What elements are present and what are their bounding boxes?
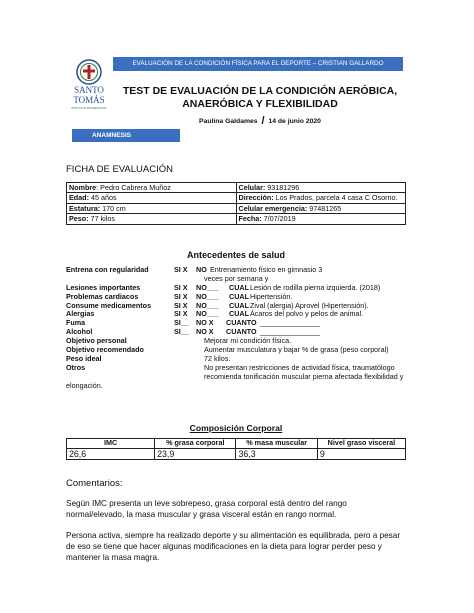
header-grasa: % grasa corporal xyxy=(155,439,236,449)
fecha-cell: Fecha: 7/07/2019 xyxy=(236,214,406,224)
comentario-paragraph-1: Según IMC presenta un leve sobrepeso, grasa corporal está dentro del rango normal/elevado, la masa muscular y grasa visceral están en rango normal. xyxy=(66,499,347,520)
logo-name-line1: SANTO xyxy=(74,85,104,95)
table-row xyxy=(67,214,406,224)
value-grasa: 23,9 xyxy=(155,448,236,459)
composicion-table xyxy=(66,438,406,460)
header-visceral: Nivel graso visceral xyxy=(317,439,405,449)
emergencia-cell: Celular emergencia: 97481265 xyxy=(236,203,406,213)
peso-cell: Peso: 77 kilos xyxy=(67,214,237,224)
table-row xyxy=(67,203,406,213)
antecedentes-heading: Antecedentes de salud xyxy=(186,250,286,260)
table-row xyxy=(67,183,406,193)
ficha-heading: FICHA DE EVALUACIÓN xyxy=(66,164,173,175)
logo-subtitle: INSTITUTO PROFESIONAL xyxy=(71,106,107,110)
author-name: Paulina Galdames xyxy=(199,118,258,125)
author-separator: / xyxy=(261,115,265,127)
list-item: Problemas cardiacos SI X NO___ CUAL Hipertensión. xyxy=(66,291,293,301)
comentarios-heading: Comentarios: xyxy=(66,478,123,489)
document-title xyxy=(115,85,405,111)
seal-icon xyxy=(66,58,112,116)
table-row xyxy=(67,448,406,459)
value-visceral: 9 xyxy=(317,448,405,459)
comentario-paragraph-2: Persona activa, siempre ha realizado deporte y su alimentación es equilibrada, pero a pesar de eso se tiene que hacer algunas modificaciones en la dieta para lograr perder peso y mantener la masa magra. xyxy=(66,531,401,563)
list-item: Peso ideal 72 kilos. xyxy=(66,353,231,363)
list-item: elongación. xyxy=(66,380,103,390)
list-item: Objetivo recomendado Aumentar musculatura y bajar % de grasa (peso corporal) xyxy=(66,345,389,355)
author-line xyxy=(115,115,405,127)
list-item: Fuma SI__ NO X CUANTO _______________ xyxy=(66,318,320,328)
list-item: Alergias SI X NO___ CUAL Ácaros del polvo y pelos de animal. xyxy=(66,309,364,319)
table-row xyxy=(67,193,406,203)
composicion-heading: Composición Corporal xyxy=(189,423,283,433)
value-masa: 36,3 xyxy=(236,448,317,459)
title-line2: ANAERÓBICA Y FLEXIBILIDAD xyxy=(182,98,338,110)
author-date: 14 de junio 2020 xyxy=(268,118,321,125)
header-banner: EVALUACIÓN DE LA CONDICIÓN FÍSICA PARA EL DEPORTE – CRISTIAN GALLARDO xyxy=(113,57,403,71)
direccion-cell: Dirección: Los Prados, parcela 4 casa C Osorno. xyxy=(236,193,406,203)
list-item: Entrena con regularidad SI X NO Entrenamiento físico en gimnasio 3 xyxy=(66,265,323,274)
header-imc: IMC xyxy=(67,439,155,449)
value-imc: 26,6 xyxy=(67,448,155,459)
ficha-table xyxy=(66,182,406,225)
list-item: Consume medicamentos SI X NO___ CUAL Zival (alergia) Aprovel (Hipertensión). xyxy=(66,300,369,310)
estatura-cell: Estatura: 170 cm xyxy=(67,203,237,213)
list-item: veces por semana y xyxy=(204,273,269,283)
edad-cell: Edad: 45 años xyxy=(67,193,237,203)
header-masa: % masa muscular xyxy=(236,439,317,449)
list-item: Objetivo personal Mejorar mi condición física. xyxy=(66,336,292,346)
section-tab-anamnesis: ANAMNESIS xyxy=(72,129,180,142)
table-header-row xyxy=(67,439,406,449)
logo-name-line2: TOMÁS xyxy=(73,95,105,105)
title-line1: TEST DE EVALUACIÓN DE LA CONDICIÓN AERÓBICA, xyxy=(122,85,398,97)
list-item: Otros No presentan restricciones de actividad física, traumatólogo recomienda tonificación muscular pierna afectada flexibilidad y xyxy=(66,362,404,381)
list-item: Alcohol SI__ NO X CUANTO _______________ xyxy=(66,327,320,337)
antecedentes-list xyxy=(66,266,416,391)
celular-cell: Celular: 93181296 xyxy=(236,183,406,193)
santo-tomas-logo xyxy=(66,58,112,116)
list-item: Lesiones importantes SI X NO___ CUAL Lesión de rodilla pierna izquierda. (2018) xyxy=(66,282,381,292)
nombre-cell: Nombre: Pedro Cabrera Muñoz xyxy=(67,183,237,193)
